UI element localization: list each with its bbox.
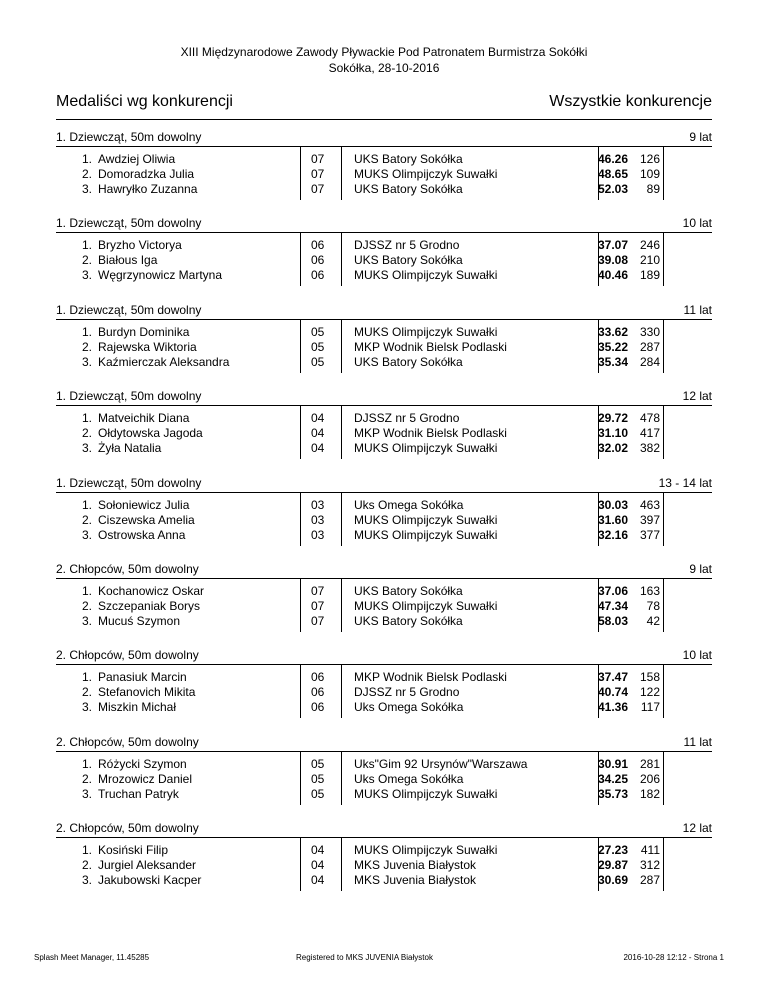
event-divider <box>56 492 712 493</box>
result-row <box>56 787 712 802</box>
event-name: 2. Chłopców, 50m dowolny <box>56 734 199 749</box>
club-cell: MUKS Olimpijczyk Suwałki <box>354 441 498 456</box>
result-row <box>56 599 712 614</box>
footer-software: Splash Meet Manager, 11.45285 <box>34 953 150 962</box>
place-cell: 3. <box>81 613 92 628</box>
club-cell: UKS Batory Sokółka <box>354 152 463 166</box>
place-cell: 3. <box>81 268 92 283</box>
birth-year-cell: 05 <box>311 339 325 354</box>
time-cell: 35.22 <box>597 339 628 354</box>
points-cell: 411 <box>640 843 660 858</box>
place-cell: 3. <box>81 354 92 369</box>
points-cell: 377 <box>639 527 660 542</box>
points-cell: 397 <box>639 512 660 527</box>
points-cell: 189 <box>639 268 660 283</box>
birth-year-cell: 06 <box>311 238 325 253</box>
points-cell: 246 <box>639 238 660 253</box>
event-block <box>56 129 712 215</box>
result-row <box>56 670 712 685</box>
event-name: 1. Dziewcząt, 50m dowolny <box>56 130 202 144</box>
result-row <box>56 685 712 700</box>
time-cell: 30.91 <box>597 756 628 771</box>
event-age-group: 9 lat <box>689 561 712 576</box>
time-cell: 37.07 <box>597 238 628 253</box>
report-title-row <box>56 93 712 115</box>
result-row <box>56 757 712 772</box>
event-divider <box>56 146 712 147</box>
time-cell: 40.46 <box>597 268 628 283</box>
event-name: 2. Chłopców, 50m dowolny <box>56 561 199 576</box>
place-cell: 1. <box>81 238 92 253</box>
time-cell: 31.10 <box>597 426 628 441</box>
birth-year-cell: 07 <box>311 167 325 181</box>
club-cell: DJSSZ nr 5 Grodno <box>354 238 460 253</box>
club-cell: UKS Batory Sokółka <box>354 253 463 268</box>
place-cell: 3. <box>81 700 92 715</box>
birth-year-cell: 05 <box>311 756 325 771</box>
swimmer-name-cell: Truchan Patryk <box>98 786 179 801</box>
birth-year-cell: 06 <box>311 685 325 700</box>
points-cell: 126 <box>639 152 660 166</box>
result-row <box>56 700 712 715</box>
time-cell: 52.03 <box>597 182 628 196</box>
event-block <box>56 734 712 820</box>
points-cell: 117 <box>640 700 660 715</box>
birth-year-cell: 05 <box>311 786 325 801</box>
event-age-group: 10 lat <box>682 216 712 231</box>
swimmer-name-cell: Ołdytowska Jagoda <box>98 426 203 441</box>
swimmer-name-cell: Burdyn Dominika <box>98 324 190 339</box>
club-cell: MKP Wodnik Bielsk Podlaski <box>354 339 507 354</box>
event-block <box>56 561 712 647</box>
result-row <box>56 268 712 283</box>
place-cell: 2. <box>81 685 92 700</box>
place-cell: 2. <box>81 512 92 527</box>
points-cell: 287 <box>639 873 660 888</box>
event-header <box>56 734 712 752</box>
swimmer-name-cell: Matveichik Diana <box>98 411 190 426</box>
results-table <box>56 238 712 283</box>
page-footer <box>34 953 724 967</box>
event-header <box>56 647 712 665</box>
event-age-group: 12 lat <box>682 389 712 404</box>
result-row <box>56 152 712 167</box>
results-table <box>56 757 712 802</box>
swimmer-name-cell: Białous Iga <box>98 253 158 268</box>
result-row <box>56 843 712 858</box>
results-table <box>56 670 712 715</box>
result-row <box>56 340 712 355</box>
event-block <box>56 820 712 906</box>
birth-year-cell: 05 <box>311 354 325 369</box>
points-cell: 382 <box>639 441 660 456</box>
result-row <box>56 873 712 888</box>
events-list <box>56 129 712 907</box>
points-cell: 206 <box>639 771 660 786</box>
event-header <box>56 302 712 320</box>
event-block <box>56 215 712 301</box>
result-row <box>56 584 712 599</box>
club-cell: MKS Juvenia Białystok <box>354 873 477 888</box>
result-row <box>56 167 712 182</box>
points-cell: 109 <box>639 167 660 181</box>
swimmer-name-cell: Jakubowski Kacper <box>98 873 202 888</box>
swimmer-name-cell: Węgrzynowicz Martyna <box>98 268 223 283</box>
points-cell: 210 <box>639 253 660 268</box>
swimmer-name-cell: Kosiński Filip <box>98 843 169 858</box>
birth-year-cell: 07 <box>311 583 325 598</box>
birth-year-cell: 03 <box>311 512 325 527</box>
club-cell: MKS Juvenia Białystok <box>354 858 477 873</box>
birth-year-cell: 05 <box>311 771 325 786</box>
time-cell: 34.25 <box>597 771 628 786</box>
result-row <box>56 182 712 197</box>
time-cell: 39.08 <box>597 253 628 268</box>
event-divider <box>56 837 712 838</box>
points-cell: 158 <box>639 670 660 685</box>
document-header <box>0 44 768 76</box>
time-cell: 29.87 <box>597 858 628 873</box>
event-divider <box>56 751 712 752</box>
time-cell: 33.62 <box>597 324 628 339</box>
swimmer-name-cell: Ciszewska Amelia <box>98 512 195 527</box>
time-cell: 37.47 <box>597 670 628 685</box>
result-row <box>56 528 712 543</box>
place-cell: 1. <box>81 152 92 166</box>
swimmer-name-cell: Jurgiel Aleksander <box>98 858 197 873</box>
event-divider <box>56 578 712 579</box>
time-cell: 32.02 <box>597 441 628 456</box>
time-cell: 48.65 <box>597 167 628 181</box>
time-cell: 37.06 <box>597 583 628 598</box>
time-cell: 35.34 <box>597 354 628 369</box>
result-row <box>56 238 712 253</box>
place-cell: 3. <box>81 873 92 888</box>
points-cell: 78 <box>646 598 660 613</box>
event-age-group: 10 lat <box>682 648 712 663</box>
swimmer-name-cell: Mrozowicz Daniel <box>98 771 193 786</box>
result-row <box>56 426 712 441</box>
place-cell: 1. <box>81 670 92 685</box>
event-header <box>56 820 712 838</box>
club-cell: DJSSZ nr 5 Grodno <box>354 685 460 700</box>
event-age-group: 11 lat <box>683 302 712 317</box>
event-age-group: 9 lat <box>689 130 712 144</box>
event-age-group: 13 - 14 lat <box>658 475 712 490</box>
event-age-group: 12 lat <box>682 821 712 836</box>
place-cell: 3. <box>81 182 92 196</box>
place-cell: 1. <box>81 843 92 858</box>
time-cell: 40.74 <box>597 685 628 700</box>
time-cell: 27.23 <box>597 843 628 858</box>
time-cell: 47.34 <box>597 598 628 613</box>
club-cell: Uks Omega Sokółka <box>354 497 464 512</box>
time-cell: 31.60 <box>597 512 628 527</box>
points-cell: 281 <box>639 756 660 771</box>
points-cell: 284 <box>639 354 660 369</box>
results-table <box>56 325 712 370</box>
swimmer-name-cell: Sołoniewicz Julia <box>98 497 190 512</box>
result-row <box>56 253 712 268</box>
birth-year-cell: 07 <box>311 152 325 166</box>
meet-location-date: Sokółka, 28-10-2016 <box>328 61 440 75</box>
event-name: 2. Chłopców, 50m dowolny <box>56 648 199 663</box>
event-divider <box>56 319 712 320</box>
event-block <box>56 388 712 474</box>
birth-year-cell: 06 <box>311 670 325 685</box>
event-name: 1. Dziewcząt, 50m dowolny <box>56 475 202 490</box>
place-cell: 1. <box>81 324 92 339</box>
swimmer-name-cell: Bryzho Victorya <box>98 238 182 253</box>
result-row <box>56 355 712 370</box>
swimmer-name-cell: Różycki Szymon <box>98 756 187 771</box>
birth-year-cell: 06 <box>311 268 325 283</box>
results-table <box>56 411 712 456</box>
time-cell: 41.36 <box>597 700 628 715</box>
birth-year-cell: 04 <box>311 843 325 858</box>
club-cell: MUKS Olimpijczyk Suwałki <box>354 786 498 801</box>
place-cell: 2. <box>81 167 92 181</box>
birth-year-cell: 03 <box>311 527 325 542</box>
club-cell: MUKS Olimpijczyk Suwałki <box>354 324 498 339</box>
swimmer-name-cell: Miszkin Michał <box>98 700 177 715</box>
footer-date-page: 2016-10-28 12:12 - Strona 1 <box>623 953 724 962</box>
swimmer-name-cell: Żyła Natalia <box>98 441 162 456</box>
event-name: 1. Dziewcząt, 50m dowolny <box>56 302 202 317</box>
place-cell: 2. <box>81 771 92 786</box>
event-block <box>56 647 712 733</box>
results-table <box>56 843 712 888</box>
birth-year-cell: 06 <box>311 253 325 268</box>
swimmer-name-cell: Kaźmierczak Aleksandra <box>98 354 230 369</box>
swimmer-name-cell: Szczepaniak Borys <box>98 598 201 613</box>
place-cell: 2. <box>81 426 92 441</box>
birth-year-cell: 04 <box>311 873 325 888</box>
place-cell: 3. <box>81 441 92 456</box>
footer-registration: Registered to MKS JUVENIA Białystok <box>296 953 433 962</box>
birth-year-cell: 07 <box>311 182 325 196</box>
club-cell: MKP Wodnik Bielsk Podlaski <box>354 426 507 441</box>
club-cell: Uks Omega Sokółka <box>354 771 464 786</box>
club-cell: MUKS Olimpijczyk Suwałki <box>354 527 498 542</box>
event-header <box>56 475 712 493</box>
club-cell: Uks"Gim 92 Ursynów"Warszawa <box>354 756 528 771</box>
time-cell: 29.72 <box>597 411 628 426</box>
result-row <box>56 614 712 629</box>
result-row <box>56 411 712 426</box>
event-block <box>56 302 712 388</box>
swimmer-name-cell: Stefanovich Mikita <box>98 685 196 700</box>
swimmer-name-cell: Mucuś Szymon <box>98 613 181 628</box>
points-cell: 287 <box>639 339 660 354</box>
club-cell: UKS Batory Sokółka <box>354 354 463 369</box>
points-cell: 463 <box>639 497 660 512</box>
club-cell: MUKS Olimpijczyk Suwałki <box>354 512 498 527</box>
result-row <box>56 772 712 787</box>
swimmer-name-cell: Rajewska Wiktoria <box>98 339 197 354</box>
club-cell: UKS Batory Sokółka <box>354 182 463 196</box>
time-cell: 46.26 <box>597 152 628 166</box>
place-cell: 1. <box>81 756 92 771</box>
result-row <box>56 513 712 528</box>
report-scope: Wszystkie konkurencje <box>549 93 712 110</box>
event-name: 1. Dziewcząt, 50m dowolny <box>56 216 202 231</box>
swimmer-name-cell: Kochanowicz Oskar <box>98 583 205 598</box>
birth-year-cell: 07 <box>311 598 325 613</box>
birth-year-cell: 07 <box>311 613 325 628</box>
points-cell: 42 <box>646 613 660 628</box>
club-cell: MUKS Olimpijczyk Suwałki <box>354 843 498 858</box>
points-cell: 417 <box>639 426 660 441</box>
club-cell: DJSSZ nr 5 Grodno <box>354 411 460 426</box>
time-cell: 58.03 <box>597 613 628 628</box>
points-cell: 89 <box>646 182 660 196</box>
title-divider <box>56 119 712 120</box>
event-divider <box>56 405 712 406</box>
event-divider <box>56 232 712 233</box>
swimmer-name-cell: Awdziej Oliwia <box>98 152 176 166</box>
points-cell: 478 <box>639 411 660 426</box>
club-cell: MUKS Olimpijczyk Suwałki <box>354 268 498 283</box>
time-cell: 30.03 <box>597 497 628 512</box>
place-cell: 2. <box>81 858 92 873</box>
club-cell: Uks Omega Sokółka <box>354 700 464 715</box>
birth-year-cell: 04 <box>311 411 325 426</box>
club-cell: MUKS Olimpijczyk Suwałki <box>354 167 498 181</box>
club-cell: MUKS Olimpijczyk Suwałki <box>354 598 498 613</box>
swimmer-name-cell: Domoradzka Julia <box>98 167 195 181</box>
swimmer-name-cell: Panasiuk Marcin <box>98 670 187 685</box>
club-cell: UKS Batory Sokółka <box>354 613 463 628</box>
event-name: 1. Dziewcząt, 50m dowolny <box>56 389 202 404</box>
points-cell: 163 <box>639 583 660 598</box>
event-header <box>56 215 712 233</box>
place-cell: 1. <box>81 497 92 512</box>
result-row <box>56 498 712 513</box>
birth-year-cell: 04 <box>311 441 325 456</box>
place-cell: 2. <box>81 598 92 613</box>
club-cell: MKP Wodnik Bielsk Podlaski <box>354 670 507 685</box>
event-header <box>56 388 712 406</box>
time-cell: 35.73 <box>597 786 628 801</box>
time-cell: 32.16 <box>597 527 628 542</box>
result-row <box>56 858 712 873</box>
birth-year-cell: 03 <box>311 497 325 512</box>
birth-year-cell: 05 <box>311 324 325 339</box>
event-name: 2. Chłopców, 50m dowolny <box>56 821 199 836</box>
event-divider <box>56 664 712 665</box>
report-title: Medaliści wg konkurencji <box>56 93 233 110</box>
points-cell: 312 <box>639 858 660 873</box>
results-table <box>56 584 712 629</box>
place-cell: 2. <box>81 253 92 268</box>
place-cell: 1. <box>81 583 92 598</box>
place-cell: 2. <box>81 339 92 354</box>
time-cell: 30.69 <box>597 873 628 888</box>
points-cell: 330 <box>639 324 660 339</box>
birth-year-cell: 06 <box>311 700 325 715</box>
birth-year-cell: 04 <box>311 858 325 873</box>
birth-year-cell: 04 <box>311 426 325 441</box>
club-cell: UKS Batory Sokółka <box>354 583 463 598</box>
place-cell: 1. <box>81 411 92 426</box>
event-block <box>56 475 712 561</box>
results-table <box>56 152 712 197</box>
meet-title: XIII Międzynarodowe Zawody Pływackie Pod Patronatem Burmistrza Sokółki <box>180 45 588 59</box>
points-cell: 182 <box>639 786 660 801</box>
results-table <box>56 498 712 543</box>
event-age-group: 11 lat <box>683 734 712 749</box>
result-row <box>56 441 712 456</box>
event-header <box>56 129 712 147</box>
swimmer-name-cell: Hawryłko Zuzanna <box>98 182 198 196</box>
place-cell: 3. <box>81 527 92 542</box>
place-cell: 3. <box>81 786 92 801</box>
event-header <box>56 561 712 579</box>
swimmer-name-cell: Ostrowska Anna <box>98 527 186 542</box>
points-cell: 122 <box>639 685 660 700</box>
result-row <box>56 325 712 340</box>
